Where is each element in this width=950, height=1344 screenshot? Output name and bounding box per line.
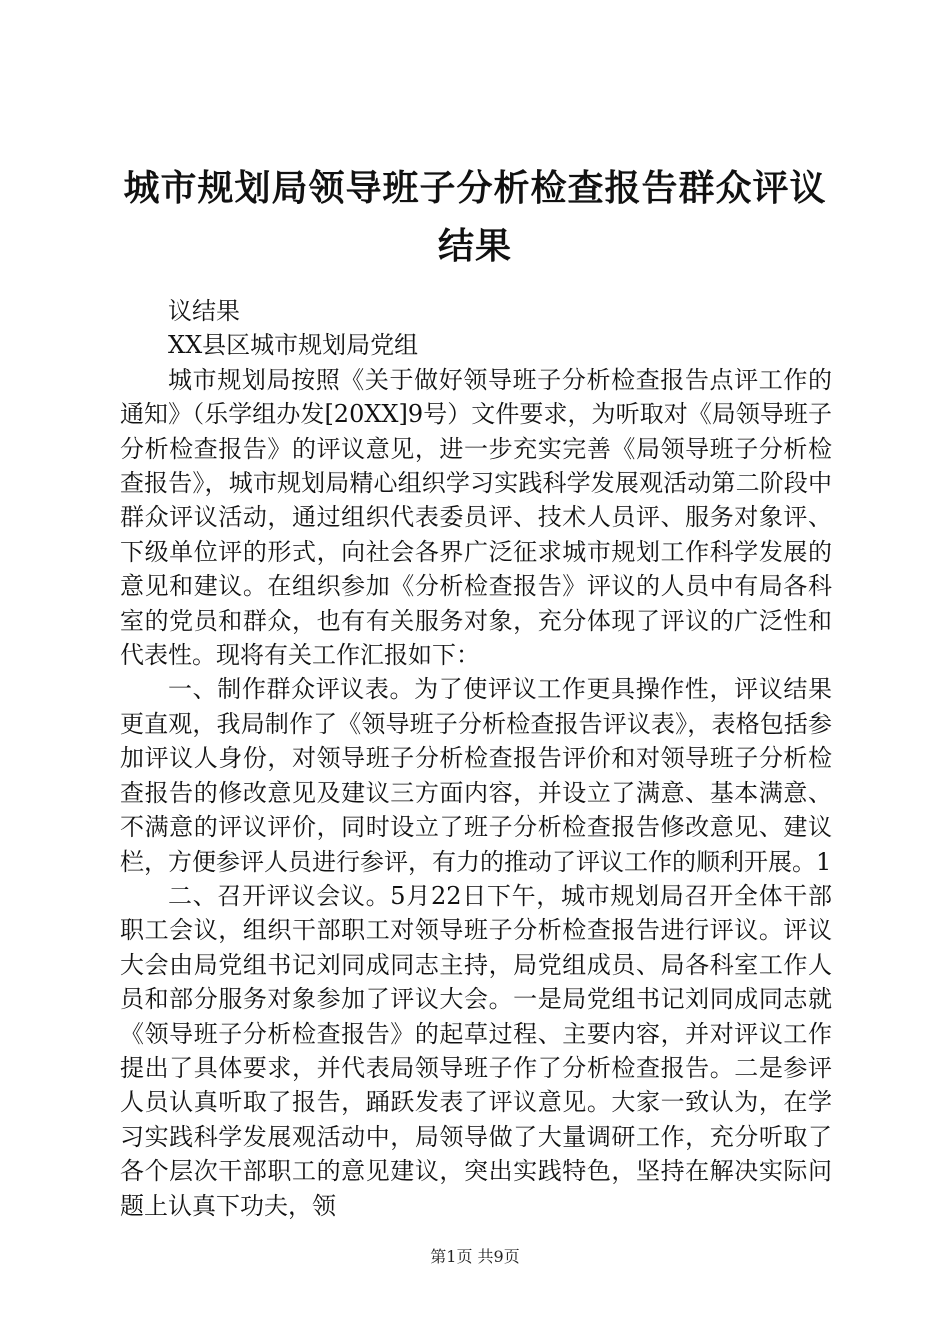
document-body xyxy=(120,294,832,1223)
paragraph: 议结果 xyxy=(168,297,240,325)
page-number-footer: 第1页 共9页 xyxy=(430,1247,520,1266)
paragraph: 一、制作群众评议表。为了使评议工作更具操作性，评议结果更直观，我局制作了《领导班子分析检查报告评议表》，表格包括参加评议人身份，对领导班子分析检查报告评价和对领导班子分析检查报告的修改意见及建议三方面内容，并设立了满意、基本满意、不满意的评议评价，同时设立了班子分析检查报告修改意见、建议栏，方便参评人员进行参评，有力的推动了评议工作的顺利开展。1 xyxy=(120,675,832,876)
paragraph: 二、召开评议会议。5月22日下午，城市规划局召开全体干部职工会议，组织干部职工对领导班子分析检查报告进行评议。评议大会由局党组书记刘同成同志主持，局党组成员、局各科室工作人员和部分服务对象参加了评议大会。一是局党组书记刘同成同志就《领导班子分析检查报告》的起草过程、主要内容，并对评议工作提出了具体要求，并代表局领导班子作了分析检查报告。二是参评人员认真听取了报告，踊跃发表了评议意见。大家一致认为，在学习实践科学发展观活动中，局领导做了大量调研工作，充分听取了各个层次干部职工的意见建议，突出实践特色，坚持在解决实际问题上认真下功夫，领 xyxy=(120,881,832,1220)
paragraph: 城市规划局按照《关于做好领导班子分析检查报告点评工作的通知》（乐学组办发[20XX]9号）文件要求，为听取对《局领导班子分析检查报告》的评议意见，进一步充实完善《局领导班子分析检查报告》，城市规划局精心组织学习实践科学发展观活动第二阶段中群众评议活动，通过组织代表委员评、技术人员评、服务对象评、下级单位评的形式，向社会各界广泛征求城市规划工作科学发展的意见和建议。在组织参加《分析检查报告》评议的人员中有局各科室的党员和群众，也有有关服务对象，充分体现了评议的广泛性和代表性。现将有关工作汇报如下： xyxy=(120,365,832,670)
paragraph: XX县区城市规划局党组 xyxy=(168,331,419,360)
document-title: 城市规划局领导班子分析检查报告群众评议结果 xyxy=(123,168,827,267)
